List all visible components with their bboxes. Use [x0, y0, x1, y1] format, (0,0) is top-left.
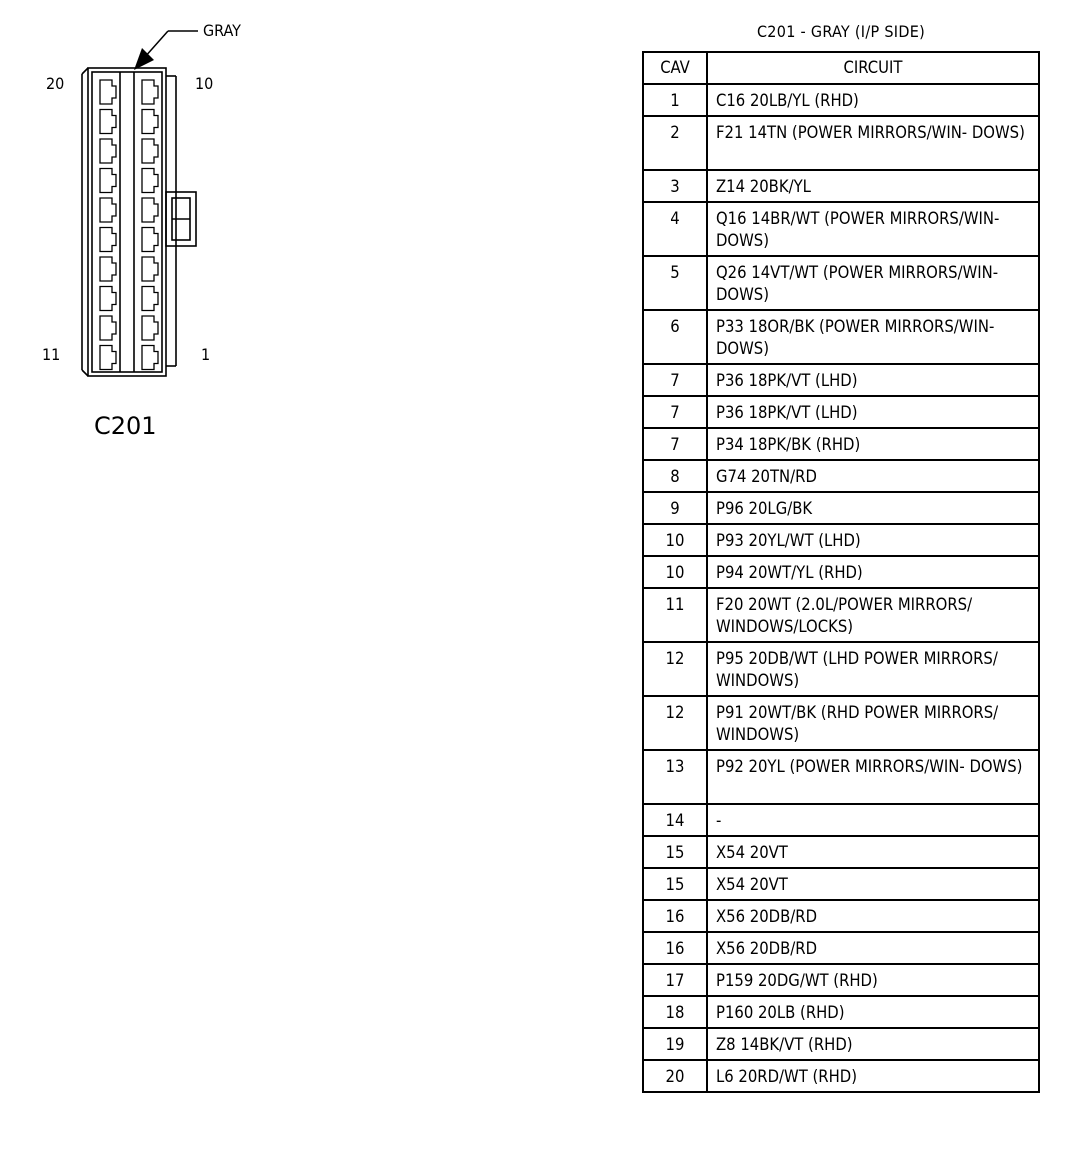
circuit-cell: P96 20LG/BK	[707, 492, 1039, 524]
circuit-cell: P36 18PK/VT (LHD)	[707, 396, 1039, 428]
table-row	[643, 428, 1039, 460]
color-callout-label: GRAY	[203, 21, 241, 40]
connector-body	[82, 68, 196, 376]
circuit-cell: G74 20TN/RD	[707, 460, 1039, 492]
circuit-cell: Q26 14VT/WT (POWER MIRRORS/WIN- DOWS)	[707, 256, 1039, 310]
cav-cell: 12	[643, 642, 707, 696]
cav-cell: 3	[643, 170, 707, 202]
table-row	[643, 642, 1039, 696]
cavity	[142, 198, 158, 222]
cavity	[100, 110, 116, 134]
cavity	[100, 257, 116, 281]
circuit-cell: F21 14TN (POWER MIRRORS/WIN- DOWS)	[707, 116, 1039, 170]
circuit-cell: Z8 14BK/VT (RHD)	[707, 1028, 1039, 1060]
table-row	[643, 492, 1039, 524]
cavity	[100, 139, 116, 163]
table-row	[643, 900, 1039, 932]
cavity	[142, 80, 158, 104]
cav-cell: 13	[643, 750, 707, 804]
cav-cell: 2	[643, 116, 707, 170]
table-row	[643, 364, 1039, 396]
cavity	[142, 346, 158, 370]
table-row	[643, 1060, 1039, 1092]
table-row	[643, 836, 1039, 868]
cav-cell: 11	[643, 588, 707, 642]
circuit-cell: P159 20DG/WT (RHD)	[707, 964, 1039, 996]
cav-cell: 15	[643, 868, 707, 900]
cav-cell: 7	[643, 396, 707, 428]
circuit-cell: P95 20DB/WT (LHD POWER MIRRORS/ WINDOWS)	[707, 642, 1039, 696]
connector-cavities	[100, 80, 158, 370]
cav-cell: 14	[643, 804, 707, 836]
column-header-cav: CAV	[643, 52, 707, 84]
cavity	[142, 228, 158, 252]
table-row	[643, 460, 1039, 492]
column-header-circuit: CIRCUIT	[707, 52, 1039, 84]
cavity	[100, 228, 116, 252]
pin-label-11: 11	[42, 345, 61, 364]
table-row	[643, 1028, 1039, 1060]
cav-cell: 12	[643, 696, 707, 750]
color-callout-leader	[134, 31, 198, 70]
table-row	[643, 996, 1039, 1028]
circuit-cell: P93 20YL/WT (LHD)	[707, 524, 1039, 556]
circuit-cell: F20 20WT (2.0L/POWER MIRRORS/ WINDOWS/LOCKS)	[707, 588, 1039, 642]
cavity	[142, 169, 158, 193]
cavity	[100, 287, 116, 311]
circuit-cell: X56 20DB/RD	[707, 900, 1039, 932]
cav-cell: 6	[643, 310, 707, 364]
connector-name: C201	[94, 412, 157, 440]
cav-cell: 20	[643, 1060, 707, 1092]
cav-cell: 18	[643, 996, 707, 1028]
cav-cell: 15	[643, 836, 707, 868]
cavity	[142, 110, 158, 134]
circuit-cell: Z14 20BK/YL	[707, 170, 1039, 202]
cav-cell: 10	[643, 556, 707, 588]
cav-cell: 8	[643, 460, 707, 492]
table-row	[643, 750, 1039, 804]
circuit-cell: P94 20WT/YL (RHD)	[707, 556, 1039, 588]
circuit-cell: L6 20RD/WT (RHD)	[707, 1060, 1039, 1092]
table-row	[643, 84, 1039, 116]
connector-diagram	[30, 10, 280, 440]
circuit-cell: X54 20VT	[707, 868, 1039, 900]
circuit-cell: P160 20LB (RHD)	[707, 996, 1039, 1028]
cav-cell: 7	[643, 428, 707, 460]
table-row	[643, 116, 1039, 170]
table-row	[643, 932, 1039, 964]
table-row	[643, 524, 1039, 556]
cav-cell: 16	[643, 900, 707, 932]
table-header-row	[643, 52, 1039, 84]
table-row	[643, 556, 1039, 588]
pin-table	[642, 51, 1040, 1093]
table-row	[643, 396, 1039, 428]
table-row	[643, 696, 1039, 750]
cavity	[100, 198, 116, 222]
cavity	[100, 169, 116, 193]
circuit-cell: X54 20VT	[707, 836, 1039, 868]
cav-cell: 7	[643, 364, 707, 396]
circuit-cell: C16 20LB/YL (RHD)	[707, 84, 1039, 116]
table-row	[643, 588, 1039, 642]
table-row	[643, 804, 1039, 836]
table-title: C201 - GRAY (I/P SIDE)	[756, 22, 926, 41]
table-row	[643, 964, 1039, 996]
cav-cell: 4	[643, 202, 707, 256]
circuit-cell: Q16 14BR/WT (POWER MIRRORS/WIN- DOWS)	[707, 202, 1039, 256]
cav-cell: 9	[643, 492, 707, 524]
table-row	[643, 310, 1039, 364]
cav-cell: 16	[643, 932, 707, 964]
cavity	[142, 257, 158, 281]
pin-label-10: 10	[195, 74, 214, 93]
pin-label-20: 20	[46, 74, 65, 93]
cav-cell: 5	[643, 256, 707, 310]
cavity	[100, 316, 116, 340]
pin-label-1: 1	[201, 345, 211, 364]
cavity	[142, 316, 158, 340]
cav-cell: 17	[643, 964, 707, 996]
cavity	[142, 139, 158, 163]
circuit-cell: P92 20YL (POWER MIRRORS/WIN- DOWS)	[707, 750, 1039, 804]
circuit-cell: -	[707, 804, 1039, 836]
cav-cell: 1	[643, 84, 707, 116]
table-row	[643, 170, 1039, 202]
table-row	[643, 202, 1039, 256]
circuit-cell: P36 18PK/VT (LHD)	[707, 364, 1039, 396]
circuit-cell: P91 20WT/BK (RHD POWER MIRRORS/ WINDOWS)	[707, 696, 1039, 750]
cavity	[100, 80, 116, 104]
table-row	[643, 256, 1039, 310]
cavity	[142, 287, 158, 311]
circuit-cell: P33 18OR/BK (POWER MIRRORS/WIN- DOWS)	[707, 310, 1039, 364]
cav-cell: 19	[643, 1028, 707, 1060]
circuit-cell: X56 20DB/RD	[707, 932, 1039, 964]
cavity	[100, 346, 116, 370]
circuit-cell: P34 18PK/BK (RHD)	[707, 428, 1039, 460]
table-row	[643, 868, 1039, 900]
cav-cell: 10	[643, 524, 707, 556]
